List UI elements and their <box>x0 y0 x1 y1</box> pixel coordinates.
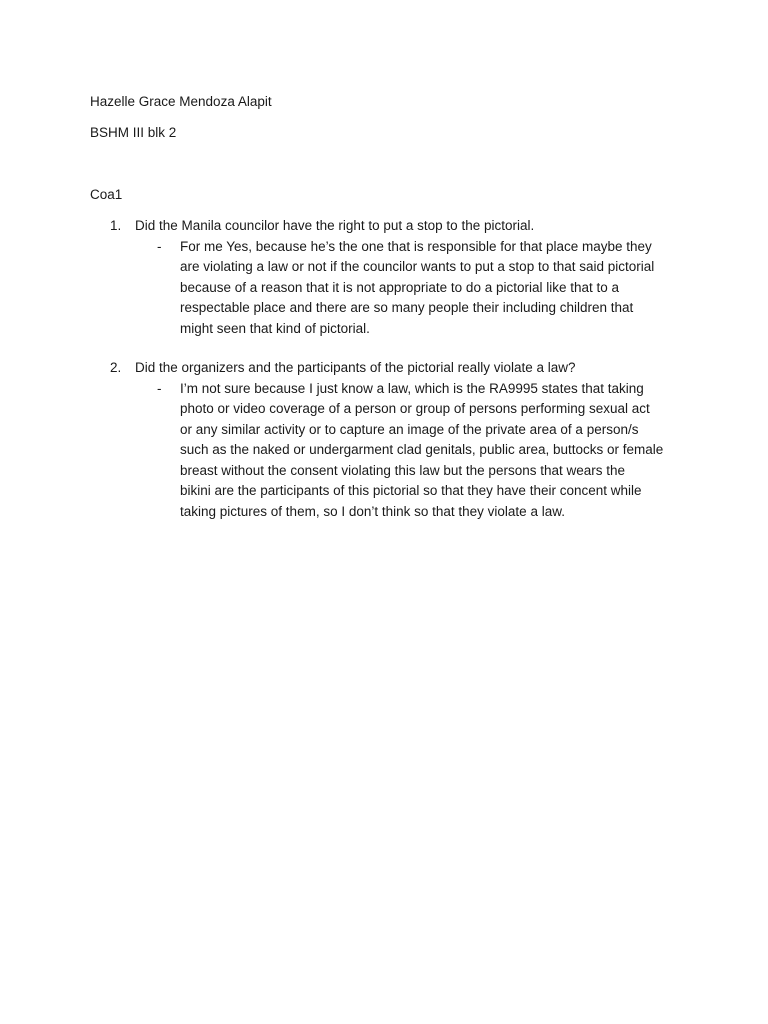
answer-text <box>180 379 700 523</box>
question-number: 2. <box>110 360 122 375</box>
author-name: Hazelle Grace Mendoza Alapit <box>90 94 272 109</box>
class-section: BSHM III blk 2 <box>90 125 177 140</box>
answer-line: because of a reason that it is not appropriate to do a pictorial like that to a <box>180 279 620 295</box>
bullet-dash: - <box>157 238 162 254</box>
question-number: 1. <box>110 218 122 233</box>
document-heading: Coa1 <box>90 187 123 202</box>
answer-line: respectable place and there are so many people their including children that <box>180 300 634 315</box>
answer-line: might seen that kind of pictorial. <box>180 320 370 336</box>
answer-text <box>180 237 700 340</box>
answer-line: I’m not sure because I just know a law, which is the RA9995 states that taking <box>180 380 644 396</box>
answer-line: breast without the consent violating this law but the persons that wears the <box>180 462 626 478</box>
answer-line: photo or video coverage of a person or group of persons performing sexual act <box>180 401 650 416</box>
answer-line: For me Yes, because he’s the one that is responsible for that place maybe they <box>180 238 652 254</box>
answer-line: taking pictures of them, so I don’t think so that they violate a law. <box>180 503 565 519</box>
question-text: Did the Manila councilor have the right to put a stop to the pictorial. <box>135 218 535 233</box>
answer-line: such as the naked or undergarment clad genitals, public area, buttocks or female <box>180 442 664 457</box>
question-text: Did the organizers and the participants of the pictorial really violate a law? <box>135 360 576 375</box>
bullet-dash: - <box>157 380 162 396</box>
answer-line: or any similar activity or to capture an image of the private area of a person/s <box>180 421 639 437</box>
answer-line: are violating a law or not if the councilor wants to put a stop to that said pictorial <box>180 259 655 274</box>
answer-line: bikini are the participants of this pictorial so that they have their concent while <box>180 483 642 498</box>
